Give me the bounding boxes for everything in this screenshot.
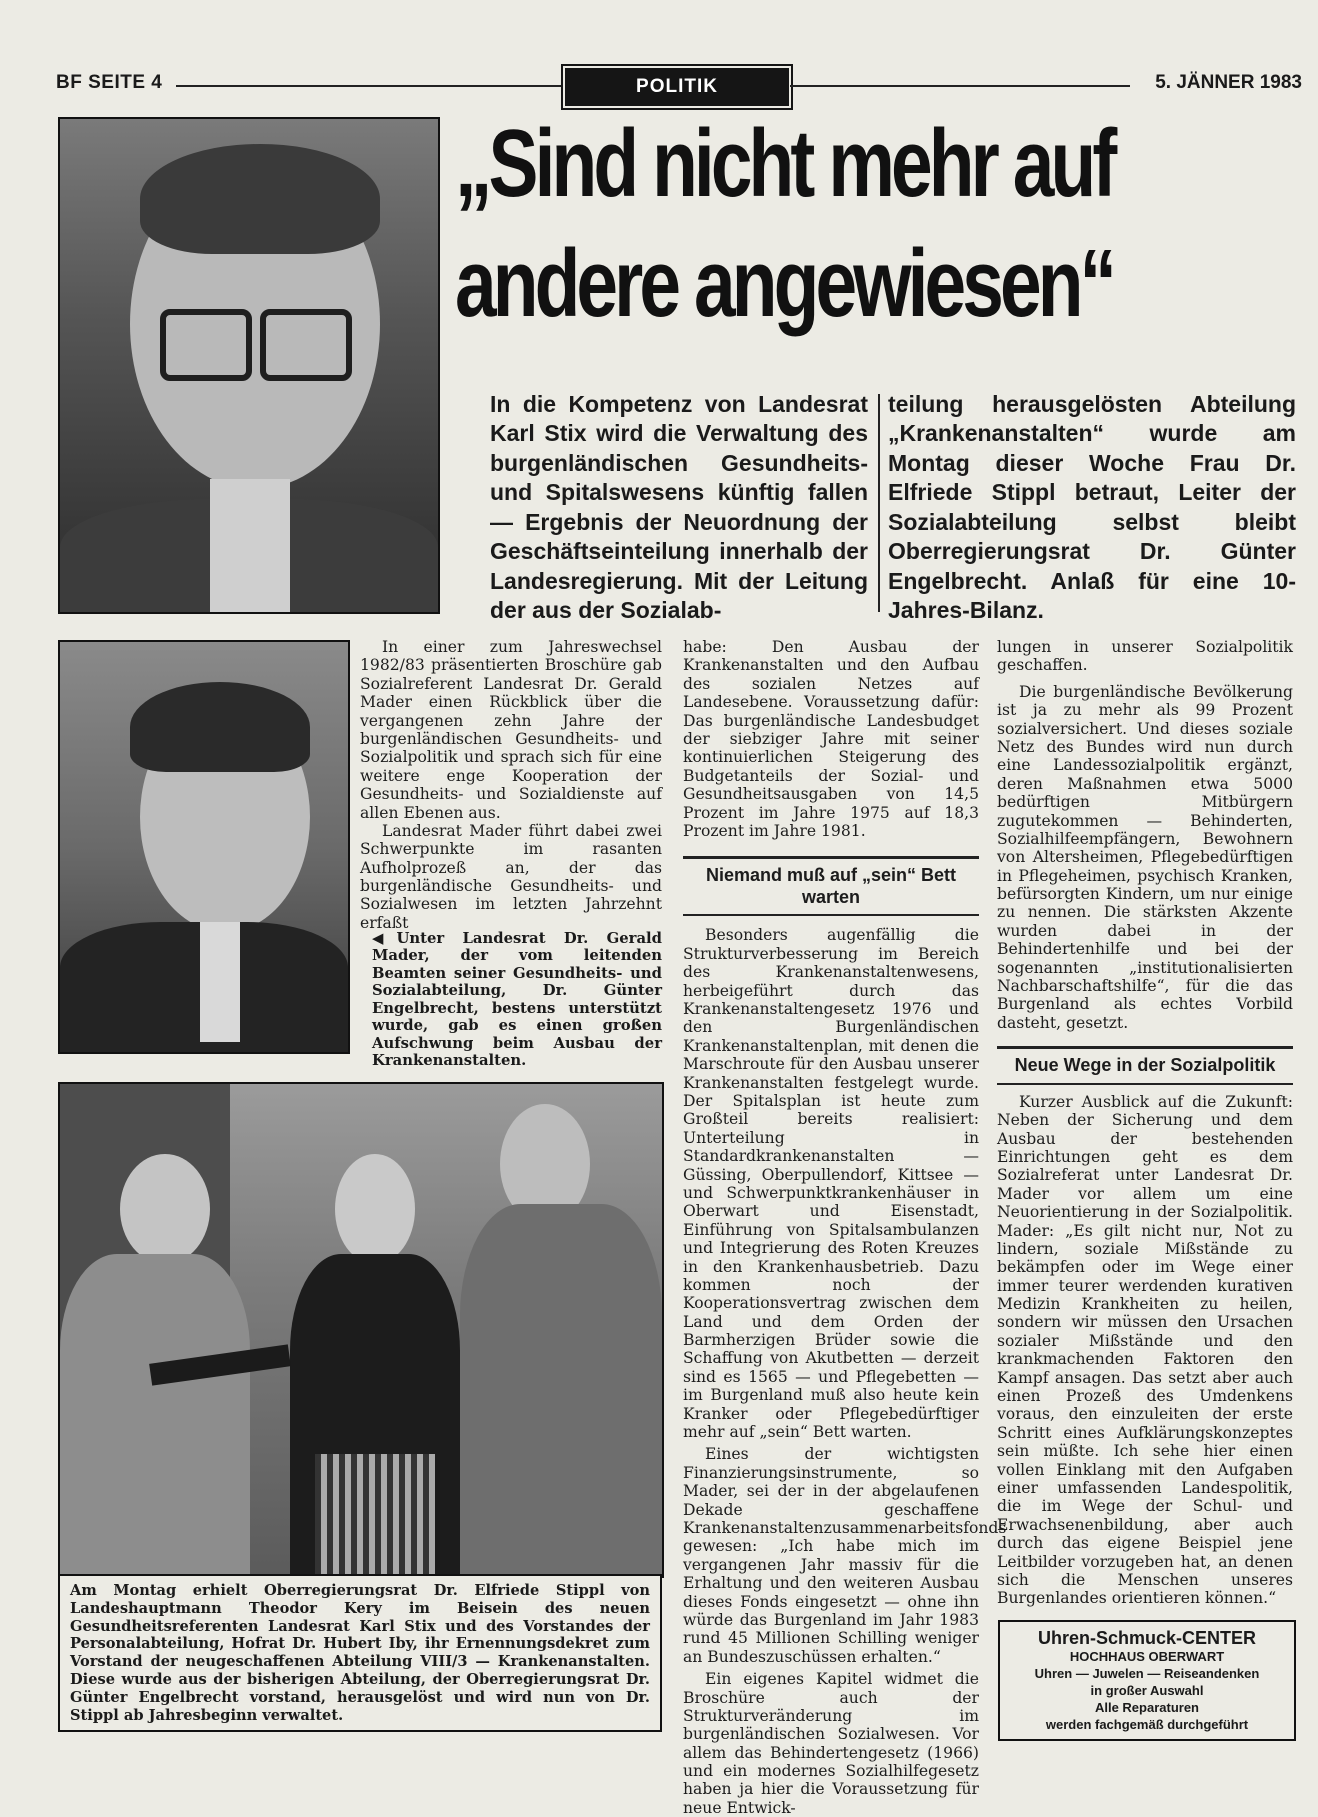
article-column-3 [997, 638, 1293, 1608]
headline [455, 110, 1297, 337]
ad-title: Uhren-Schmuck-CENTER [1037, 1628, 1257, 1648]
ad-line-2: Uhren — Juwelen — Reiseandenken [1034, 1665, 1260, 1681]
lead-col-2: teilung herausgelösten Abteilung „Krankenanstalten“ wurde am Montag dieser Woche Frau Dr. Elfriede Stippl betraut, Leiter der Sozialabteilung selbst bleibt Oberregierungsrat Dr. Günter Engelbrecht. Anlaß für eine 10-Jahres-Bilanz. [888, 391, 1296, 624]
ad-line-5: werden fachgemäß durchgeführt [1045, 1716, 1249, 1732]
subhead-niemand: Niemand muß auf „sein“ Bett warten [683, 856, 979, 916]
lead-divider [878, 394, 880, 612]
col3-paragraph-2: Die burgenländische Bevölkerung ist ja zu mehr als 99 Prozent sozialversichert. Und dieses soziale Netz des Bundes wird nun durch eine Landessozialpolitik ergänzt, deren Maßnahmen etwa 5000 bedürftigen Mitbürgern zugutekommen — Behinderten, Sozialhilfeempfängern, Bewohnern von Altersheimen, Pflegebedürftigen in Pflegeheimen, psychisch Kranken, befürsorgten Kindern, um nur einige zu nennen. Die stärksten Akzente wurden dabei in der Behindertenhilfe und bei der sogenannten „institutionalisierten Nachbarschaftshilfe“, für die das Burgenland als echtes Vorbild dasteht, gesetzt. [997, 682, 1293, 1032]
header-rule-right [790, 85, 1130, 87]
section-label: POLITIK [565, 68, 789, 106]
col2-paragraph-3: Eines der wichtigsten Finanzierungsinstrumente, so Mader, sei der in der abgelaufenen Dekade geschaffene Krankenanstaltenzusammenarbeitsfonds gewesen: „Ich habe mich im vergangenen Jahr massiv für die Erhaltung und den weiteren Ausbau dieses Fonds eingesetzt — ohne ihn würde das Burgenland im Jahr 1983 rund 45 Millionen Schilling weniger an Bundeszuschüssen erhalten.“ [683, 1445, 1007, 1666]
issue-date: 5. JÄNNER 1983 [1155, 72, 1302, 93]
portrait-photo-mader [58, 640, 350, 1054]
advertisement-box [998, 1620, 1296, 1741]
col2-paragraph-2: Besonders augenfällig die Strukturverbesserung im Bereich des Krankenanstaltenwesens, herbeigeführt durch das Krankenanstaltengesetz 1976 und den Burgenländischen Krankenanstaltenplan, mit denen die Marschroute für den Ausbau unserer Krankenanstalten festgelegt wurde. Der Spitalsplan ist heute zum Großteil bereits realisiert: Unterteilung in Standardkrankenanstalten — Güssing, Oberpullendorf, Kittsee — und Schwerpunktkrankenhäuser in Oberwart und Eisenstadt, Einführung von Spitalsambulanzen und Integrierung des Roten Kreuzes in den Krankenhausbetrieb. Dazu kommen noch der Kooperationsvertrag zwischen dem Land und dem Orden der Barmherzigen Brüder sowie die Schaffung von Akutbetten — derzeit sind es 1565 — und Pflegebetten — im Burgenland muß also heute kein Kranker oder Pflegebedürftiger mehr auf „sein“ Bett warten. [683, 926, 979, 1442]
subhead-neue-wege: Neue Wege in der Sozialpolitik [997, 1046, 1293, 1085]
mader-photo-caption: ◀Unter Landesrat Dr. Gerald Mader, der vom leitenden Beamten seiner Gesundheits- und Sozialabteilung, Dr. Günter Engelbrecht, bestens unterstützt wurde, gab es einen großen Aufschwung beim Ausbau der Krankenanstalten. [372, 930, 662, 1070]
headline-line-1: „Sind nicht mehr auf [455, 110, 1114, 217]
ad-line-3: in großer Auswahl [1090, 1682, 1204, 1698]
ad-line-1: HOCHHAUS OBERWART [1069, 1649, 1225, 1664]
col1-paragraph-2: Landesrat Mader führt dabei zwei Schwerpunkte im rasanten Aufholprozeß an, der das burgenländische Gesundheits- und Sozialwesen im letzten Jahrzehnt erfaßt [360, 821, 662, 932]
col3-paragraph-1: lungen in unserer Sozialpolitik geschaffen. [997, 638, 1293, 675]
col3-paragraph-3: Kurzer Ausblick auf die Zukunft: Neben der Sicherung und dem Ausbau der bestehenden Einrichtungen geht es dem Sozialreferat unter Landesrat Dr. Mader vor allem um eine Neuorientierung in der Sozialpolitik. Mader: „Es gilt nicht nur, Not zu lindern, soziale Mißstände zu bekämpfen oder im Wege einer immer teurer werdenden kurativen Medizin Krankheiten zu heilen, sondern wir müssen den Ursachen sozialer Mißstände und den krankmachenden Faktoren den Kampf ansagen. Das setzt aber auch einen Prozeß des Umdenkens voraus, den einzuleiten der erste Schritt eines Aufklärungskonzeptes sein müßte. Ich sehe hier einen vollen Einklang mit den Aufgaben einer umfassenden Landespolitik, die im Wege der Schul- und Erwachsenenbildung, aber auch durch das eigene Beispiel jene Leitbilder vorzugeben hat, an denen sich die Menschen unseres Burgenlandes orientieren können.“ [997, 1092, 1293, 1608]
lead-col-1: In die Kompetenz von Landesrat Karl Stix wird die Verwaltung des burgenländischen Gesundheits- und Spitalswesens künftig fallen — Ergebnis der Neuordnung der Geschäftseinteilung innerhalb der Landesregierung. Mit der Leitung der aus der Sozialab- [490, 391, 868, 624]
page-number: BF SEITE 4 [56, 72, 163, 93]
col2-paragraph-4: Ein eigenes Kapitel widmet die Broschüre auch der Strukturveränderung im burgenländischen Sozialwesen. Vor allem das Behindertengesetz (1966) und ein modernes Sozialhilfegesetz haben ja hier die Voraussetzung für neue Entwick- [683, 1670, 979, 1817]
group-photo-caption: Am Montag erhielt Oberregierungsrat Dr. Elfriede Stippl von Landeshauptmann Theodor Kery im Beisein des neuen Gesundheitsreferenten Landesrat Karl Stix und des Vorstandes der Personalabteilung, Hofrat Dr. Hubert Iby, ihr Ernennungsdekret zum Vorstand der neugeschaffenen Abteilung VIII/3 — Krankenanstalten. Diese wurde aus der bisherigen Abteilung, der Oberregierungsrat Dr. Günter Engelbrecht vorstand, herausgelöst und wird nun von Dr. Stippl ab Jahresbeginn verwaltet. [58, 1574, 662, 1732]
portrait-photo-stix [58, 117, 440, 614]
article-column-2 [683, 638, 1007, 1817]
article-column-1 [360, 638, 662, 932]
headline-line-2: andere angewiesen“ [455, 229, 1114, 337]
ad-line-4: Alle Reparaturen [1094, 1699, 1200, 1715]
col1-paragraph-1: In einer zum Jahreswechsel 1982/83 präsentierten Broschüre gab Sozialreferent Landesrat Dr. Gerald Mader einen Rückblick über die vergangenen zehn Jahre der burgenländischen Gesundheits- und Sozialpolitik und sprach sich für eine weitere enge Kooperation der Gesundheits- und Sozialdienste auf allen Ebenen aus. [360, 638, 662, 822]
col2-paragraph-1: habe: Den Ausbau der Krankenanstalten und den Aufbau des sozialen Netzes auf Landesebene. Voraussetzung dafür: Das burgenländische Landesbudget der siebziger Jahre mit seiner kontinuierlichen Steigerung des Budgetanteils der Sozial- und Gesundheitsausgaben von 14,5 Prozent im Jahre 1975 auf 18,3 Prozent im Jahre 1981. [683, 638, 979, 840]
header-rule-left [176, 85, 561, 87]
group-photo [58, 1082, 664, 1578]
